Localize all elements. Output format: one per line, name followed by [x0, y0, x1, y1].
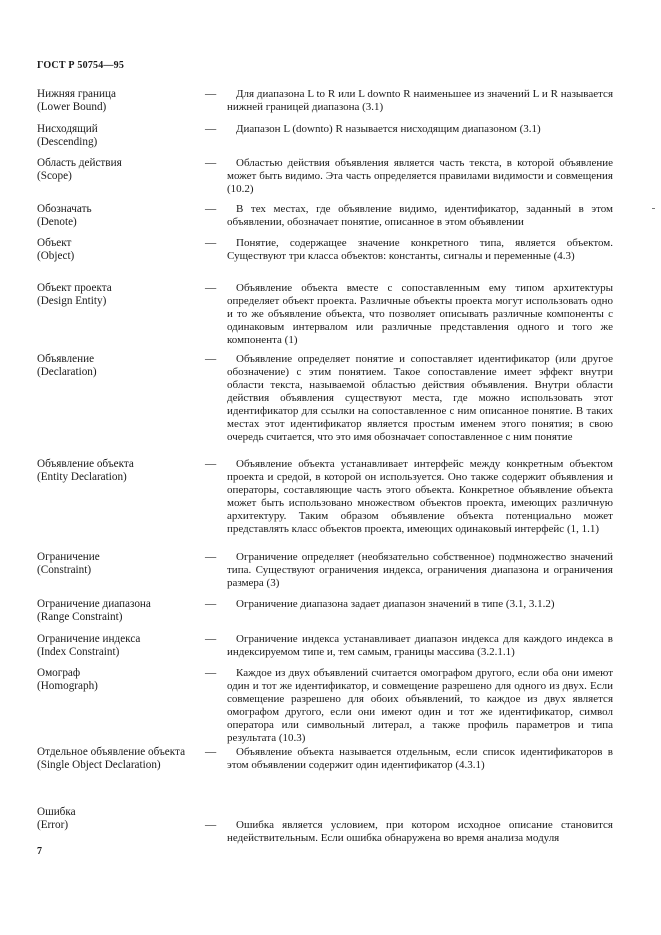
definition: Объявление объекта вместе с сопоставленным ему типом архитектуры определяет объект проекта. Различные объекты проекта могут использовать одно и то же объявление объекта, что позволяет описывать различные компоненты с одинаковым интервалом или различные представления одного и того же компонента (1) [227, 282, 613, 346]
dash: — [205, 458, 217, 470]
term-ru: Ограничение индекса [37, 633, 141, 645]
dash: — [205, 282, 217, 294]
term-en: (Index Constraint) [37, 646, 120, 658]
page-header: ГОСТ Р 50754—95 [37, 60, 125, 71]
definition: Ограничение индекса устанавливает диапазон индекса для каждого индекса в индексируемом типе и, тем самым, границы массива (3.2.1.1) [227, 633, 613, 658]
dash: — [205, 819, 217, 831]
definition: Каждое из двух объявлений считается омографом другого, если оба они имеют один и тот же идентификатор, и совмещение разрешено для одного из двух. Если совмещение разрешено для обоих объявлений, то каждое из двух является омографом другого, если они имеют один и тот же идентификатор, символ оператора или символьный литерал, а также профиль параметров и типа результата (10.3) [227, 667, 613, 744]
definition: Объявление определяет понятие и сопоставляет идентификатор (или другое обозначение) с этим понятием. Такое сопоставление имеет эффект внутри области текста, называемой областью действия объявления. Внутри области действия объявления существуют места, где можно использовать этот идентификатор для ссылки на сопоставленное с ним описанное понятие. В таких местах этот идентификатор является простым именем этого понятия; в свою очередь считается, что это имя обозначает сопоставленное с ним понятие [227, 353, 613, 443]
term-en: (Scope) [37, 170, 72, 182]
term-en: (Denote) [37, 216, 77, 228]
term-ru: Объект проекта [37, 282, 112, 294]
term-ru: Нижняя граница [37, 88, 116, 100]
term [37, 237, 195, 263]
term-en: (Single Object Declaration) [37, 759, 161, 771]
definition: Объявление объекта устанавливает интерфейс между конкретным объектом проекта и средой, в которой он используется. Оно также содержит объявления и операторы, составляющие часть этого объекта. Конкретное объявление объекта может быть использовано множеством объектов проекта, имеющих различную архитектуру. Таким образом объявление объекта потенциально может представлять класс объектов проекта, имеющих одинаковый интерфейс (1, 1.1) [227, 458, 613, 535]
term-en: (Design Entity) [37, 295, 107, 307]
term-en: (Object) [37, 250, 75, 262]
term-ru: Отдельное объявление объекта [37, 746, 186, 758]
term-ru: Обозначать [37, 203, 92, 215]
term-en: (Constraint) [37, 564, 92, 576]
term-en: (Descending) [37, 136, 98, 148]
term [37, 746, 195, 772]
definition: Для диапазона L to R или L downto R наименьшее из значений L и R называется нижней границей диапазона (3.1) [227, 88, 613, 113]
term [37, 282, 195, 308]
term [37, 157, 195, 183]
term-en: (Range Constraint) [37, 611, 123, 623]
dash: — [205, 88, 217, 100]
term-ru: Ошибка [37, 806, 76, 818]
term [37, 551, 195, 577]
term [37, 123, 195, 149]
term [37, 203, 195, 229]
term-en: (Lower Bound) [37, 101, 107, 113]
definition: Ошибка является условием, при котором исходное описание становится недействительным. Если ошибка обнаружена во время анализа модуля [227, 819, 613, 844]
dash: — [205, 633, 217, 645]
dash: — [205, 157, 217, 169]
dash: — [205, 123, 217, 135]
definition: Понятие, содержащее значение конкретного типа, является объектом. Существуют три класса объектов: константы, сигналы и переменные (4.3) [227, 237, 613, 262]
term-ru: Область действия [37, 157, 122, 169]
dash: — [205, 551, 217, 563]
term-ru: Объявление объекта [37, 458, 134, 470]
term [37, 806, 195, 832]
definition: Ограничение определяет (необязательно собственное) подмножество значений типа. Существуют ограничения индекса, ограничения диапазона и ограничения размера (3) [227, 551, 613, 589]
term [37, 353, 195, 379]
term [37, 458, 195, 484]
dash: — [205, 237, 217, 249]
term-en: (Homograph) [37, 680, 98, 692]
definition: В тех местах, где объявление видимо, идентификатор, заданный в этом объявлении, обозначает понятие, описанное в этом объявлении [227, 203, 613, 228]
term-ru: Нисходящий [37, 123, 98, 135]
dash: — [205, 598, 217, 610]
term-en: (Entity Declaration) [37, 471, 127, 483]
term [37, 598, 195, 624]
dash: — [205, 203, 217, 215]
term-en: (Declaration) [37, 366, 97, 378]
definition: Объявление объекта называется отдельным, если список идентификаторов в этом объявлении содержит один идентификатор (4.3.1) [227, 746, 613, 771]
page-number: 7 [37, 846, 42, 857]
definition: Ограничение диапазона задает диапазон значений в типе (3.1, 3.1.2) [236, 598, 555, 610]
dash: — [205, 667, 217, 679]
term [37, 633, 195, 659]
dash: — [205, 746, 217, 758]
term-ru: Омограф [37, 667, 81, 679]
term-en: (Error) [37, 819, 69, 831]
term-ru: Объект [37, 237, 72, 249]
term-ru: Ограничение [37, 551, 100, 563]
term-ru: Объявление [37, 353, 95, 365]
definition: Областью действия объявления является часть текста, в которой объявление может быть видимо. Эта часть определяется правилами видимости и совмещения (10.2) [227, 157, 613, 195]
definition: Диапазон L (downto) R называется нисходящим диапазоном (3.1) [236, 123, 541, 135]
term [37, 667, 195, 693]
dash: — [205, 353, 217, 365]
term-ru: Ограничение диапазона [37, 598, 151, 610]
term [37, 88, 195, 114]
